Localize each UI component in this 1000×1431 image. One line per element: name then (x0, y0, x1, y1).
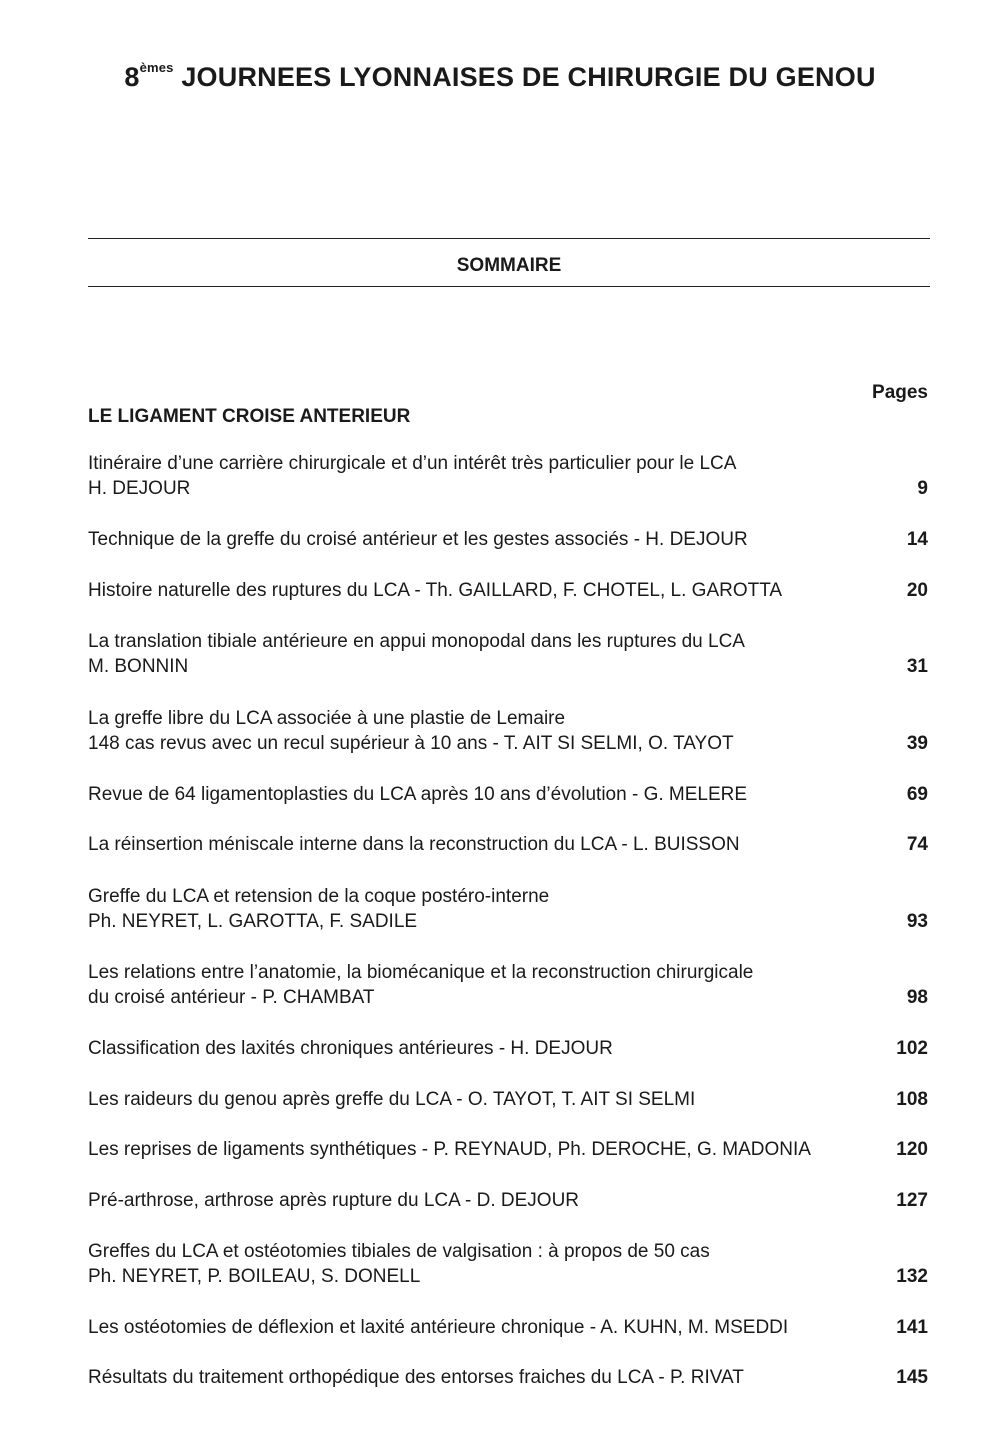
toc-entry-page-number: 108 (896, 1089, 928, 1110)
pages-column-label: Pages (872, 382, 928, 403)
toc-entry-text: Technique de la greffe du croisé antérieur et les gestes associés - H. DEJOUR (88, 529, 748, 550)
toc-entry (88, 1137, 928, 1162)
toc-entry-page-number: 127 (896, 1190, 928, 1211)
toc-entry-text: Les raideurs du genou après greffe du LCA - O. TAYOT, T. AIT SI SELMI (88, 1089, 696, 1110)
toc-entry-page-number: 145 (896, 1367, 928, 1388)
toc-entry-text: H. DEJOUR (88, 478, 191, 499)
toc-entry (88, 578, 928, 603)
toc-entry (88, 832, 928, 857)
toc-entry (88, 527, 928, 552)
toc-entry-text: 148 cas revus avec un recul supérieur à 10 ans - T. AIT SI SELMI, O. TAYOT (88, 733, 734, 754)
toc-entry (88, 1315, 928, 1340)
toc-entry-page-number: 14 (906, 529, 928, 550)
toc-entry-page-number: 39 (906, 733, 928, 754)
toc-entry-page-number: 120 (896, 1139, 928, 1160)
title-ordinal-suffix: èmes (139, 60, 174, 75)
toc-entry-text: La réinsertion méniscale interne dans la reconstruction du LCA - L. BUISSON (88, 834, 740, 855)
toc-entry (88, 706, 928, 756)
toc-entry-page-number: 69 (906, 784, 928, 805)
toc-entry-text: Histoire naturelle des ruptures du LCA - Th. GAILLARD, F. CHOTEL, L. GAROTTA (88, 580, 783, 601)
toc-entry (88, 1036, 928, 1061)
document-title (0, 62, 1000, 93)
toc-entry-text: Classification des laxités chroniques antérieures - H. DEJOUR (88, 1038, 613, 1059)
toc-entry (88, 1087, 928, 1112)
toc-entry-page-number: 93 (906, 911, 928, 932)
toc-entry-text: Itinéraire d’une carrière chirurgicale et d’un intérêt très particulier pour le LCA (88, 453, 737, 474)
title-text: JOURNEES LYONNAISES DE CHIRURGIE DU GENOU (181, 62, 876, 92)
toc-entry-text: Ph. NEYRET, P. BOILEAU, S. DONELL (88, 1266, 421, 1287)
toc-entry-text: Les reprises de ligaments synthétiques - P. REYNAUD, Ph. DEROCHE, G. MADONIA (88, 1139, 811, 1160)
toc-entry-text: Revue de 64 ligamentoplasties du LCA après 10 ans d’évolution - G. MELERE (88, 784, 748, 805)
toc-entry-text: Greffe du LCA et retension de la coque postéro-interne (88, 886, 550, 907)
toc-entry (88, 1239, 928, 1289)
toc-entry-text: Les ostéotomies de déflexion et laxité antérieure chronique - A. KUHN, M. MSEDDI (88, 1317, 789, 1338)
toc-entry-page-number: 98 (906, 987, 928, 1008)
toc-entry (88, 1365, 928, 1390)
section-heading: LE LIGAMENT CROISE ANTERIEUR (88, 406, 411, 427)
toc-entry-page-number: 74 (906, 834, 928, 855)
title-ordinal: 8 (124, 62, 140, 92)
toc-entry-text: M. BONNIN (88, 656, 189, 677)
toc-entry-page-number: 31 (906, 656, 928, 677)
toc-entry-page-number: 20 (906, 580, 928, 601)
toc-entry-text: La translation tibiale antérieure en appui monopodal dans les ruptures du LCA (88, 631, 745, 652)
top-divider (88, 238, 930, 239)
toc-entry-page-number: 9 (917, 478, 928, 499)
toc-entry-text: Greffes du LCA et ostéotomies tibiales de valgisation : à propos de 50 cas (88, 1241, 710, 1262)
toc-entry-page-number: 141 (896, 1317, 928, 1338)
toc-entry-text: Les relations entre l’anatomie, la biomécanique et la reconstruction chirurgicale (88, 962, 754, 983)
toc-entry (88, 782, 928, 807)
toc-entry-text: La greffe libre du LCA associée à une plastie de Lemaire (88, 708, 566, 729)
toc-entry (88, 451, 928, 501)
sommaire-heading: SOMMAIRE (456, 255, 562, 276)
toc-entry (88, 629, 928, 679)
toc-entry-text: Résultats du traitement orthopédique des entorses fraiches du LCA - P. RIVAT (88, 1367, 744, 1388)
toc-entry-page-number: 132 (896, 1266, 928, 1287)
toc-entry (88, 884, 928, 934)
toc-entry-text: Ph. NEYRET, L. GAROTTA, F. SADILE (88, 911, 418, 932)
toc-entry (88, 960, 928, 1010)
toc-entry (88, 1188, 928, 1213)
toc-entry-text: Pré-arthrose, arthrose après rupture du LCA - D. DEJOUR (88, 1190, 580, 1211)
toc-entry-page-number: 102 (896, 1038, 928, 1059)
toc-entry-text: du croisé antérieur - P. CHAMBAT (88, 987, 375, 1008)
bottom-divider (88, 286, 930, 287)
